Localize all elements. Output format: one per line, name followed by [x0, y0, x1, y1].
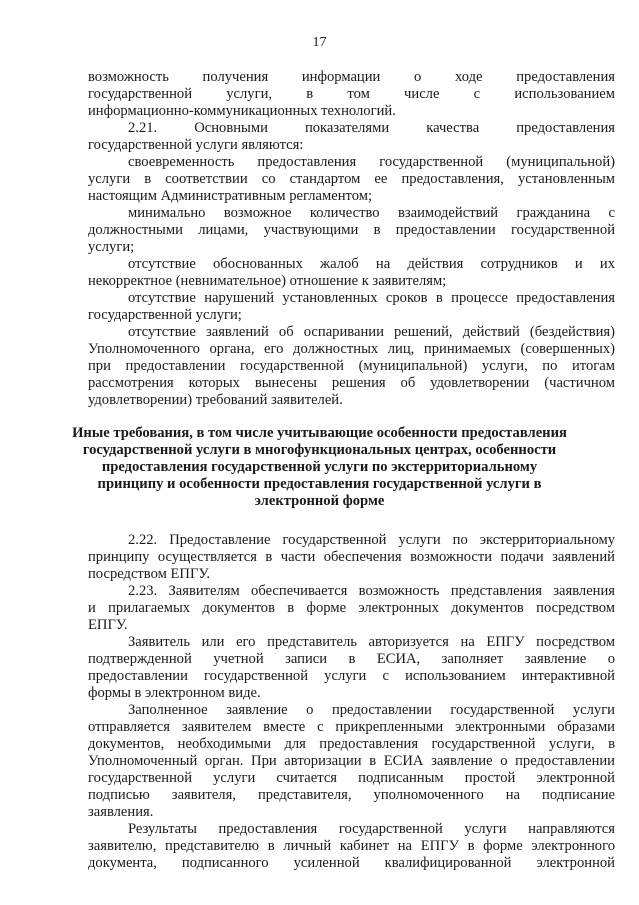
text-line: заявления. — [88, 804, 154, 820]
text-line: подтвержденной учетной записи в ЕСИА, заполняет заявление о — [88, 651, 615, 667]
text-line: возможность получения информации о ходе предоставления — [88, 69, 615, 85]
text-line: Заполненное заявление о предоставлении государственной услуги — [128, 702, 615, 718]
text-line: предоставлении государственной услуги с использованием интерактивной — [88, 668, 615, 684]
text-line: Заявитель или его представитель авторизуется на ЕПГУ посредством — [128, 634, 615, 650]
text-line: при предоставлении государственной (муниципальной) услуги, по итогам — [88, 358, 615, 374]
text-line: государственной услуги; — [88, 307, 242, 323]
heading-line: Иные требования, в том числе учитывающие особенности предоставления — [72, 425, 567, 441]
text-line: заявителю, представителю в личный кабинет на ЕПГУ в форме электронного — [88, 838, 615, 854]
text-line: Уполномоченного органа, его должностных лиц, принимаемых (совершенных) — [88, 341, 615, 357]
text-line: и прилагаемых документов в форме электронных документов посредством — [88, 600, 615, 616]
heading-line: предоставления государственной услуги по экстерриториальному — [101, 459, 538, 475]
text-line: ЕПГУ. — [88, 617, 128, 633]
heading-line: электронной форме — [254, 493, 385, 509]
text-line: Результаты предоставления государственной услуги направляются — [128, 821, 615, 837]
text-line: своевременность предоставления государственной (муниципальной) — [128, 154, 615, 170]
text-line: отсутствие нарушений установленных сроков в процессе предоставления — [128, 290, 615, 306]
text-line: отсутствие обоснованных жалоб на действия сотрудников и их — [128, 256, 615, 272]
text-line: настоящим Административным регламентом; — [88, 188, 373, 204]
text-line: минимально возможное количество взаимодействий гражданина с — [128, 205, 615, 221]
text-line: рассмотрения которых вынесены решения об удовлетворении (частичном — [88, 375, 615, 391]
text-line: государственной услуги, в том числе с использованием — [88, 86, 615, 102]
text-line: посредством ЕПГУ. — [88, 566, 210, 582]
text-line: услуги в соответствии со стандартом ее предоставления, установленным — [88, 171, 615, 187]
text-line: документов, необходимыми для предоставления государственной услуги, в — [88, 736, 615, 752]
text-line: информационно-коммуникационных технологий. — [88, 103, 396, 119]
text-line: 2.22. Предоставление государственной услуги по экстерриториальному — [128, 532, 615, 548]
text-line: услуги; — [88, 239, 135, 255]
text-line: принципу осуществляется в части обеспечения возможности подачи заявлений — [88, 549, 615, 565]
page-number: 17 — [312, 35, 327, 50]
text-line: формы в электронном виде. — [88, 685, 261, 701]
text-line: некорректное (невнимательное) отношение к заявителям; — [88, 273, 447, 289]
heading-line: государственной услуги в многофункциональных центрах, особенности — [82, 442, 557, 458]
text-line: 2.21. Основными показателями качества предоставления — [128, 120, 615, 136]
text-line: государственной услуги считается подписанным простой электронной — [88, 770, 615, 786]
text-line: должностными лицами, участвующими в предоставлении государственной — [88, 222, 615, 238]
heading-line: принципу и особенности предоставления государственной услуги в — [97, 476, 542, 492]
text-line: государственной услуги являются: — [88, 137, 304, 153]
text-line: удовлетворении) требований заявителей. — [88, 392, 343, 408]
text-line: документа, подписанного усиленной квалифицированной электронной — [88, 855, 615, 871]
text-line: отправляется заявителем вместе с прикрепленными электронными образами — [88, 719, 615, 735]
text-line: 2.23. Заявителям обеспечивается возможность представления заявления — [128, 583, 615, 599]
text-line: Уполномоченный орган. При авторизации в ЕСИА заявление о предоставлении — [88, 753, 615, 769]
text-line: подписью заявителя, представителя, уполномоченного на подписание — [88, 787, 615, 803]
text-line: отсутствие заявлений об оспаривании решений, действий (бездействия) — [128, 324, 615, 340]
